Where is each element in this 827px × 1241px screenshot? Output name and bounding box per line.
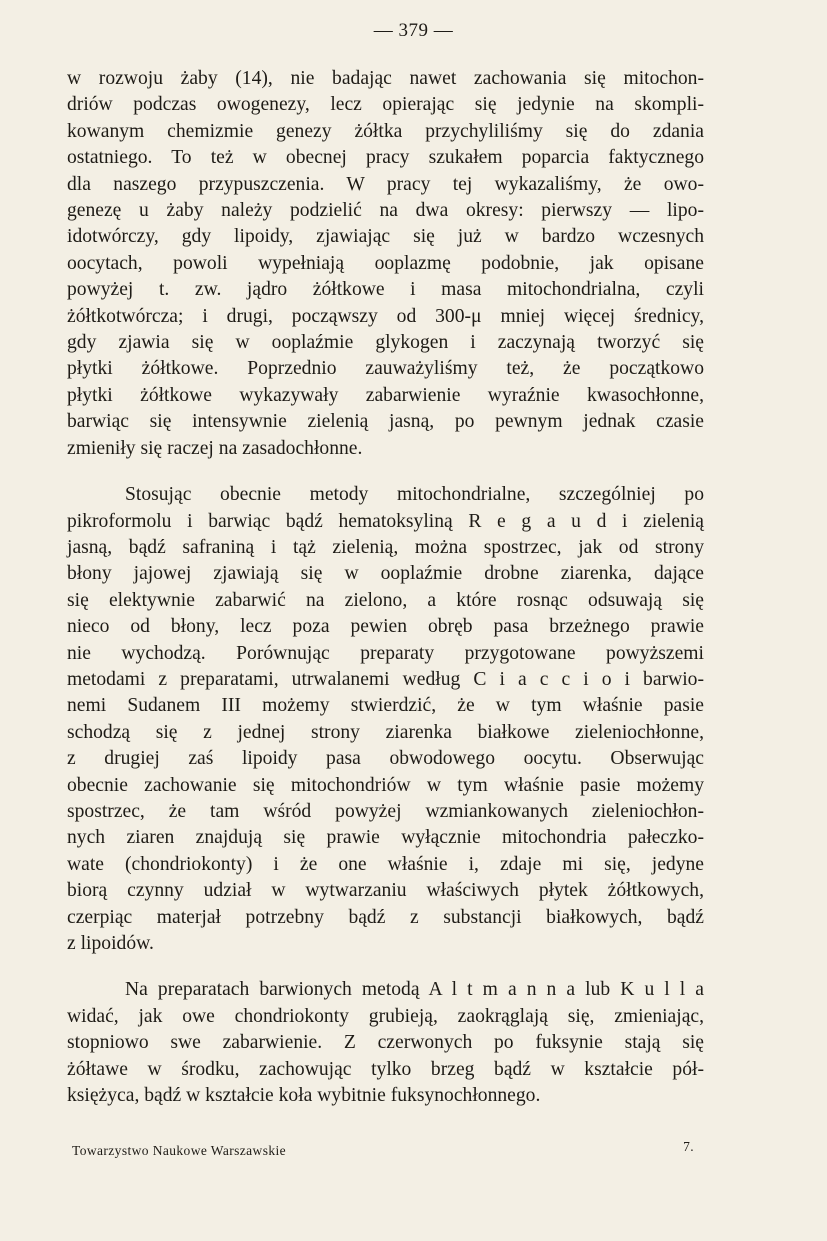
text-line: Na preparatach barwionych metodą A l t m a n n a lub K u l l a bbox=[125, 979, 704, 1001]
text-line: gdy zjawia się w ooplaźmie glykogen i zaczynają tworzyć się bbox=[67, 332, 704, 354]
text-line: barwiąc się intensywnie zielenią jasną, po pewnym jednak czasie bbox=[67, 411, 704, 433]
text-line: Stosując obecnie metody mitochondrialne, szczególniej po bbox=[125, 484, 704, 506]
text-line: żółtkotwórcza; i drugi, począwszy od 300-μ mniej więcej średnicy, bbox=[67, 305, 704, 327]
text-line: dla naszego przypuszczenia. W pracy tej wykazaliśmy, że owo- bbox=[67, 173, 704, 195]
text-line: czerpiąc materjał potrzebny bądź z substancji białkowych, bądź bbox=[67, 906, 704, 928]
text-line: błony jajowej zjawiają się w ooplaźmie drobne ziarenka, dające bbox=[67, 563, 704, 585]
text-line: oocytach, powoli wypełniają ooplazmę podobnie, jak opisane bbox=[67, 252, 704, 274]
text-line: zmieniły się raczej na zasadochłonne. bbox=[67, 437, 363, 459]
text-line: widać, jak owe chondriokonty grubieją, zaokrąglają się, zmieniając, bbox=[67, 1005, 704, 1027]
text-line: kowanym chemizmie genezy żółtka przychyliliśmy się do zdania bbox=[67, 120, 704, 142]
text-line: obecnie zachowanie się mitochondriów w tym właśnie pasie możemy bbox=[67, 774, 704, 796]
text-line: z lipoidów. bbox=[67, 933, 154, 954]
publisher-name: Towarzystwo Naukowe Warszawskie bbox=[72, 1143, 287, 1158]
text-line: genezę u żaby należy podzielić na dwa okresy: pierwszy — lipo- bbox=[67, 200, 704, 222]
text-line: powyżej t. zw. jądro żółtkowe i masa mitochondrialna, czyli bbox=[67, 279, 704, 301]
page-number: — 379 — bbox=[373, 20, 454, 41]
text-line: schodzą się z jednej strony ziarenka białkowe zieleniochłonne, bbox=[67, 721, 704, 743]
text-line: idotwórczy, gdy lipoidy, zjawiając się już w bardzo wczesnych bbox=[67, 226, 704, 248]
text-line: w rozwoju żaby (14), nie badając nawet zachowania się mitochon- bbox=[67, 68, 704, 89]
text-line: nie wychodzą. Porównując preparaty przygotowane powyższemi bbox=[67, 642, 704, 664]
text-line: z drugiej zaś lipoidy pasa obwodowego oocytu. Obserwując bbox=[67, 748, 704, 770]
paragraph-1 bbox=[67, 66, 704, 462]
sheet-number: 7. bbox=[683, 1139, 694, 1154]
text-line: spostrzec, że tam wśród powyżej wzmiankowanych zieleniochłon- bbox=[67, 800, 704, 822]
paragraph-2 bbox=[67, 482, 704, 957]
text-line: biorą czynny udział w wytwarzaniu właściwych płytek żółtkowych, bbox=[67, 880, 704, 902]
text-line: ostatniego. To też w obecnej pracy szukałem poparcia faktycznego bbox=[67, 147, 704, 169]
paragraph-3 bbox=[67, 977, 704, 1109]
text-line: żółtawe w środku, zachowując tylko brzeg bądź w kształcie pół- bbox=[67, 1058, 704, 1080]
text-line: nemi Sudanem III możemy stwierdzić, że w tym właśnie pasie bbox=[67, 695, 704, 717]
text-line: się elektywnie zabarwić na zielono, a które rosnąc odsuwają się bbox=[67, 589, 704, 611]
text-line: jasną, bądź safraniną i tąż zielenią, można spostrzec, jak od strony bbox=[67, 536, 704, 558]
body-text bbox=[67, 66, 704, 1109]
text-line: księżyca, bądź w kształcie koła wybitnie fuksynochłonnego. bbox=[67, 1085, 541, 1107]
text-line: płytki żółtkowe wykazywały zabarwienie wyraźnie kwasochłonne, bbox=[67, 384, 704, 406]
text-line: metodami z preparatami, utrwalanemi według C i a c c i o i barwio- bbox=[67, 668, 704, 690]
text-line: płytki żółtkowe. Poprzednio zauważyliśmy też, że początkowo bbox=[67, 358, 704, 380]
text-line: pikroformolu i barwiąc bądź hematoksyliną R e g a u d i zielenią bbox=[67, 510, 704, 532]
text-line: stopniowo swe zabarwienie. Z czerwonych po fuksynie stają się bbox=[67, 1032, 704, 1054]
text-line: wate (chondriokonty) i że one właśnie i, zdaje mi się, jedyne bbox=[67, 853, 704, 875]
text-line: nieco od błony, lecz poza pewien obręb pasa brzeżnego prawie bbox=[67, 616, 704, 638]
text-line: driów podczas owogenezy, lecz opierając się jedynie na skompli- bbox=[67, 94, 704, 116]
text-line: nych ziaren znajdują się prawie wyłącznie mitochondria pałeczko- bbox=[67, 827, 704, 849]
